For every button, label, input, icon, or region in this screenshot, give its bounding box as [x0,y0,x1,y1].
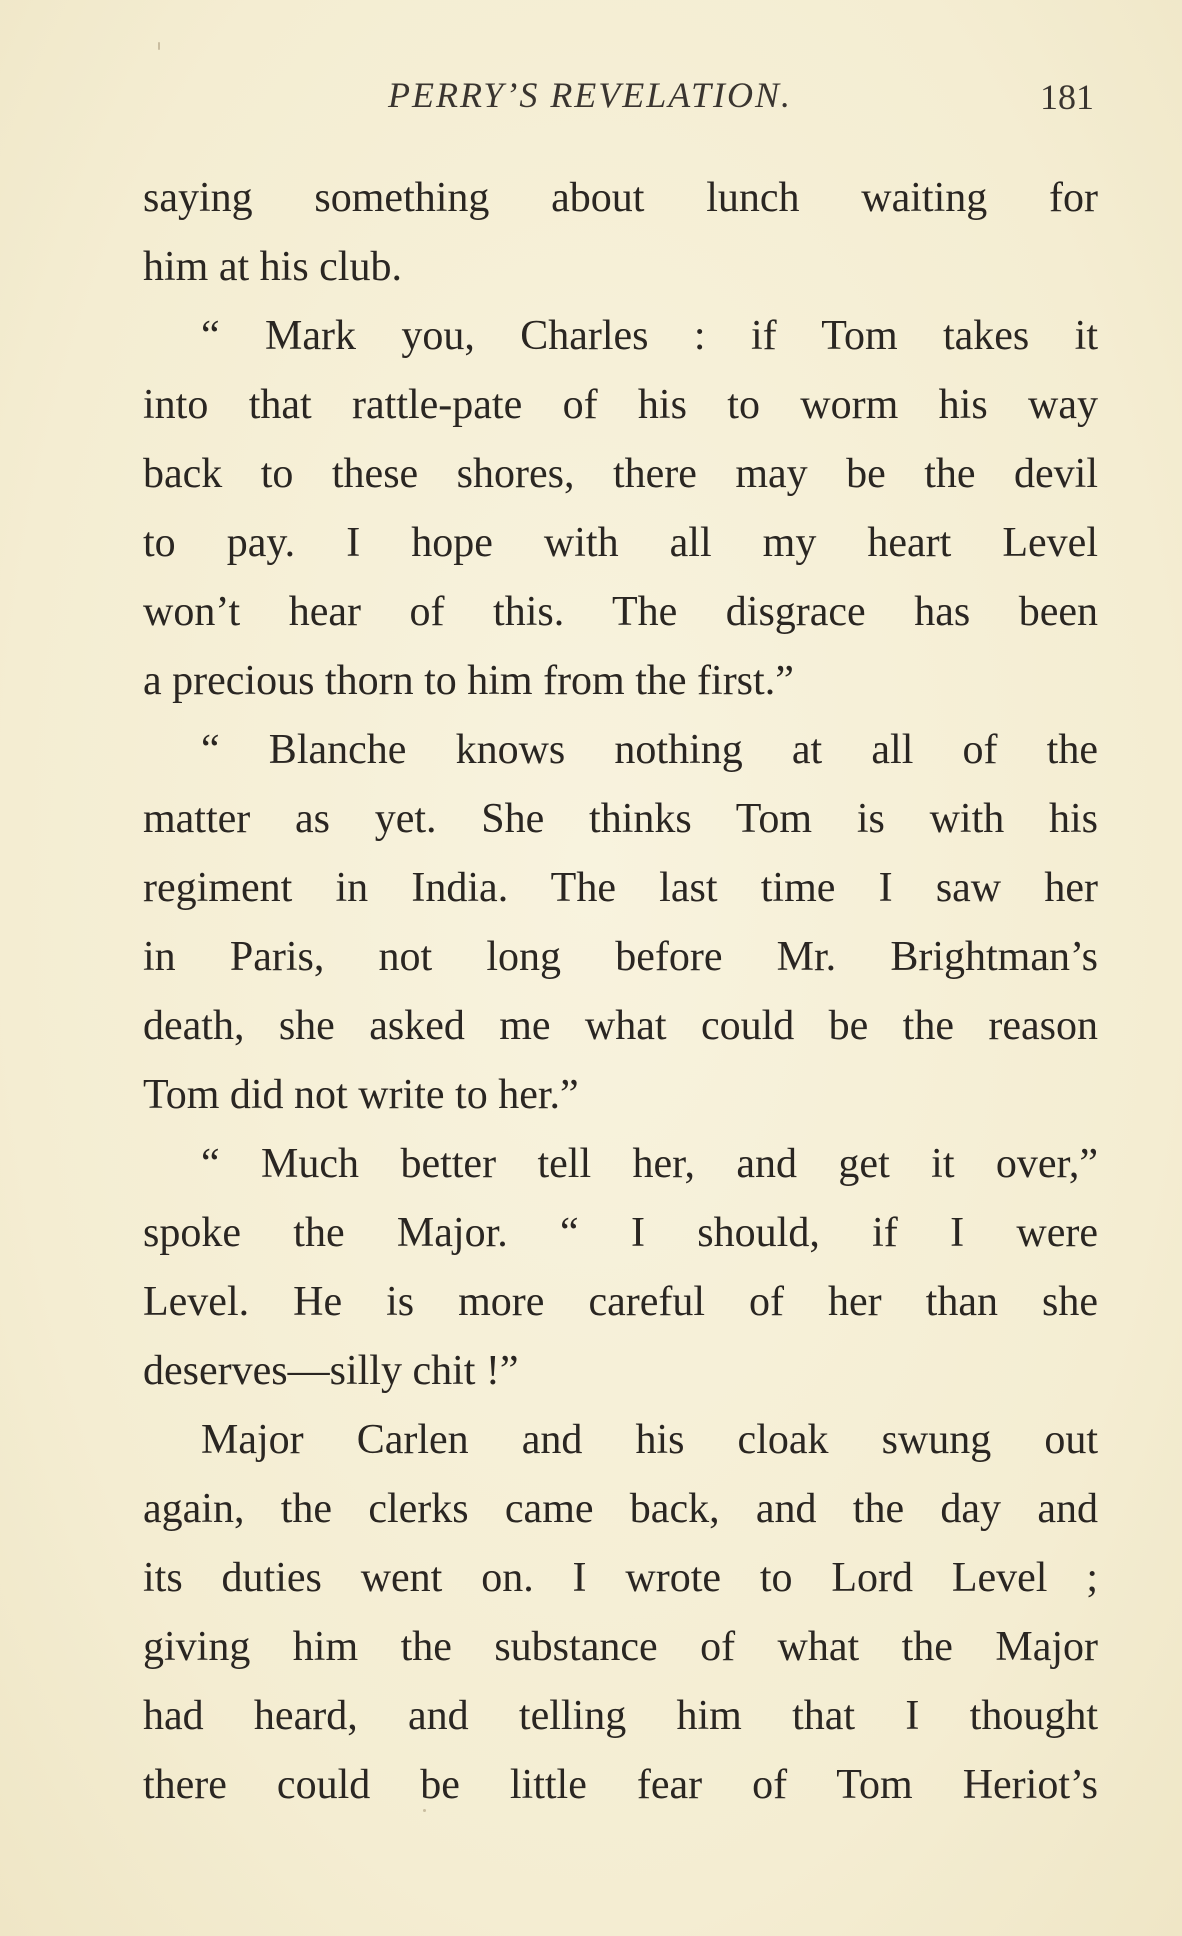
running-title: PERRY’S REVELATION. [388,75,792,115]
paper-speck [158,42,160,50]
text-line: deserves—silly chit !” [143,1348,519,1394]
text-line: Major Carlen and his cloak swung out [201,1417,1098,1463]
text-line: him at his club. [143,244,402,290]
text-line: in Paris, not long before Mr. Brightman’s [143,934,1098,980]
text-line: back to these shores, there may be the devil [143,451,1098,497]
text-line: Tom did not write to her.” [143,1072,579,1118]
text-line: again, the clerks came back, and the day and [143,1486,1098,1532]
text-line: death, she asked me what could be the reason [143,1003,1098,1049]
text-line: its duties went on. I wrote to Lord Level ; [143,1555,1098,1601]
text-line: giving him the substance of what the Major [143,1624,1098,1670]
text-line: “ Mark you, Charles : if Tom takes it [201,313,1098,359]
text-line: Level. He is more careful of her than she [143,1279,1098,1325]
text-line: “ Much better tell her, and get it over,” [201,1141,1098,1187]
text-line: regiment in India. The last time I saw her [143,865,1098,911]
text-line: “ Blanche knows nothing at all of the [201,727,1098,773]
text-line: matter as yet. She thinks Tom is with his [143,796,1098,842]
text-line: had heard, and telling him that I thought [143,1693,1098,1739]
text-line: into that rattle-pate of his to worm his way [143,382,1098,428]
text-line: there could be little fear of Tom Heriot’s [143,1762,1098,1808]
page-number: 181 [1040,77,1094,117]
text-line: spoke the Major. “ I should, if I were [143,1210,1098,1256]
text-line: won’t hear of this. The disgrace has been [143,589,1098,635]
text-line: a precious thorn to him from the first.” [143,658,794,704]
running-head [0,74,1182,124]
text-line: saying something about lunch waiting for [143,175,1098,221]
paper-speck [423,1809,426,1812]
text-line: to pay. I hope with all my heart Level [143,520,1098,566]
body-text [143,164,1098,1820]
